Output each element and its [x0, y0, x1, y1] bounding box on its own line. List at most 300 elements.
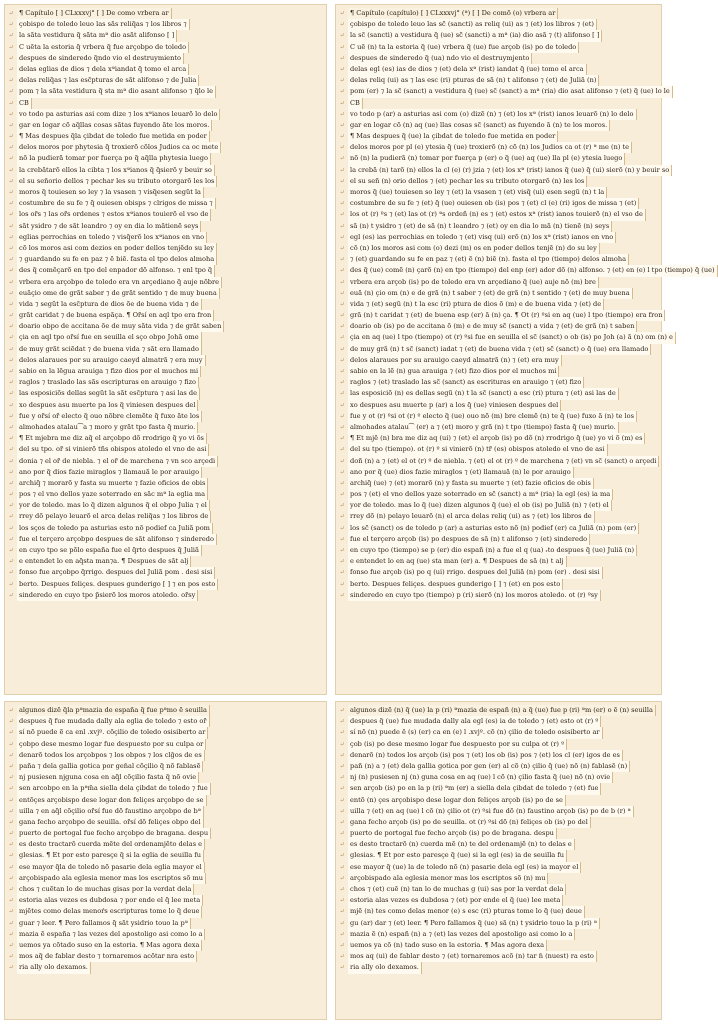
- text-line[interactable]: [339, 165, 670, 176]
- line-text[interactable]: gana fecho arçob (is) po de seuilla. ot (r) ºsi dõ (n) feliçes ob (is) po del: [348, 817, 591, 828]
- text-line[interactable]: [8, 761, 323, 772]
- text-line[interactable]: [339, 951, 658, 962]
- text-line[interactable]: [339, 131, 658, 142]
- text-line[interactable]: [8, 288, 323, 299]
- line-text[interactable]: gar en logar cõ aq̃llas cosas sãtas fuyendo ãte los moros.: [17, 120, 212, 131]
- line-text[interactable]: vo todo pa asturias asi com dize ⁊ los xªianos leuarõ lo delo: [17, 109, 220, 120]
- line-text[interactable]: en cuyo tpo se põlo españa fue el q̃rto despues q̃ Juliã: [17, 545, 202, 556]
- line-text[interactable]: chos ⁊ cuẽtan lo de muchas gisas por la verdat dela: [17, 884, 194, 895]
- line-text[interactable]: sã (n) t ysidro ⁊ (et) de sã (n) t leandro ⁊ (et) oy en dia lo mã (n) tienẽ (n) seys: [348, 221, 612, 232]
- line-text[interactable]: des q̃ comẽçarõ en tpo del enpador dõ alfonso. ⁊ enl tpo q̃: [17, 265, 215, 276]
- line-text[interactable]: C uẽ (n) ta la estoria q̃ (ue) vrbera q̃ (ue) fue arçob (is) po de toledo: [348, 42, 579, 53]
- text-line[interactable]: [339, 400, 658, 411]
- line-text[interactable]: donia ⁊ el or̃ de niebla. ⁊ el or̃ de marchena ⁊ vn sco arçedi: [17, 456, 218, 467]
- line-text[interactable]: mos aq̃ de fablar desto ⁊ tornaremos acõtar nra esto: [17, 951, 197, 962]
- text-line[interactable]: [339, 53, 658, 64]
- text-line[interactable]: [8, 187, 323, 198]
- line-text[interactable]: estoria alas vezes es dubdosa ⁊ por ende el q̃ lee meta: [17, 895, 203, 906]
- text-line[interactable]: [8, 467, 323, 478]
- text-line[interactable]: [8, 433, 323, 444]
- text-line[interactable]: [339, 929, 658, 940]
- line-text[interactable]: rrey dõ (n) pelayo leuarõ (n) el arca delas reliq (ui) as ⁊ (et) los libros de: [348, 511, 595, 522]
- line-text[interactable]: uemos ya cõtado suso en la estoria. ¶ Mas agora dexa: [17, 940, 202, 951]
- line-text[interactable]: en cuyo tpo (tiempo) se p (er) dio españ (n) a fue el q (ua) ᵣto despues q̃ (ue) Juliã (n): [348, 545, 637, 556]
- line-text[interactable]: berto. Despues feliçes. despues gunderigo [ ] ⁊ (et) en pos esto: [348, 579, 563, 590]
- line-text[interactable]: mjẽ (n) tes como delas menor (e) s esc (ri) pturas tome lo q̃ (ue) deue: [348, 906, 585, 917]
- text-line[interactable]: [8, 545, 323, 556]
- line-text[interactable]: ano por q̃ dios fazie miraglos ⁊ llamauã le por arauigo: [17, 467, 202, 478]
- line-text[interactable]: ese mayor q̃la de toledo nõ pasarie dela eglia mayor el: [17, 862, 205, 873]
- text-line[interactable]: [339, 906, 658, 917]
- text-line[interactable]: [339, 321, 658, 332]
- line-text[interactable]: la crebã (n) tarõ (n) ellos la cl (e) (r) jzia ⁊ (et) los xª (rist) ianos q̃ (ue) q̃ (ui) sierõ (n) y beuir so: [348, 165, 672, 176]
- line-text[interactable]: delas reliq (ui) as ⁊ las esc (ri) pturas de sã (n) t alifonso ⁊ (et) de Juliã (n): [348, 75, 599, 86]
- line-text[interactable]: pos ⁊ el vno dellos yaze soterrado en sãc mª la eglia ma: [17, 489, 208, 500]
- text-line[interactable]: [339, 705, 658, 716]
- line-text[interactable]: çia en aq (ue) l tpo (tiempo) ot (r) ºsi fue en seuilla el sc̃ (sanct) o ob (is) po Joh (a) ã (n) om (n) e: [348, 332, 676, 343]
- line-text[interactable]: ¶ Et mjẽ (n) bra me diz aq (ui) ⁊ (et) el arçob (is) po dõ (n) rrodrigo q̃ (ue) yo vi õ (m) es: [348, 433, 645, 444]
- text-line[interactable]: [339, 221, 658, 232]
- line-text[interactable]: pom ⁊ la sãta vestidura q̃ sta mª dio asant alifonso ⁊ q̃lo le: [17, 86, 216, 97]
- text-line[interactable]: [339, 444, 658, 455]
- text-line[interactable]: [8, 772, 323, 783]
- line-text[interactable]: mazia ẽ españa ⁊ las vezes del apostoligo asi como lo a: [17, 929, 205, 940]
- line-text[interactable]: la sãta vestidura q̃ sãta mª dio asãt alifonso [ ]: [17, 30, 177, 41]
- text-line[interactable]: [339, 388, 658, 399]
- text-line[interactable]: [339, 895, 658, 906]
- text-line[interactable]: [339, 265, 715, 276]
- line-text[interactable]: despues q̃ (ue) fue mudada dally ala egl (es) ia de toledo ⁊ (et) esto ot (r) º: [348, 716, 601, 727]
- line-text[interactable]: uilla ⁊ en aq̃l cõçilio or̃sí fue dõ faustino arçobpo de bª: [17, 806, 204, 817]
- line-text[interactable]: fonso fue arçob (is) po q (ui) rrigo. despues del Juliã (n) pom (er) . desi sisi: [348, 567, 603, 578]
- line-text[interactable]: arçobispado ala eglesia menor mas los escriptos sõ mu: [17, 873, 206, 884]
- text-line[interactable]: [8, 310, 323, 321]
- line-text[interactable]: sí nõ puede ẽ ca enl .xvjº. cõçilio de toledo osisiberto ar: [17, 727, 208, 738]
- line-text[interactable]: entõçes arçobispo dese logar don feliçes arçobpo de se: [17, 795, 207, 806]
- line-text[interactable]: estoria alas vezes es dubdosa ⁊ (et) por ende el q̃ (ue) lee meta: [348, 895, 563, 906]
- text-line[interactable]: [8, 254, 323, 265]
- text-line[interactable]: [339, 456, 658, 467]
- text-line[interactable]: [8, 42, 323, 53]
- line-text[interactable]: ¶ Capítulo (capítulo) [ ] CLxxxvj° (ª) [ ] De comõ (o) vrbera ar: [348, 8, 558, 19]
- text-line[interactable]: [8, 828, 323, 839]
- line-text[interactable]: nõ (n) la pudierã (n) tomar por fuerça p (er) o q̃ (ue) aq (ue) lla pl (e) ytesia luego: [348, 153, 625, 164]
- text-line[interactable]: [8, 75, 323, 86]
- text-line[interactable]: [339, 828, 658, 839]
- text-line[interactable]: [8, 523, 323, 534]
- line-text[interactable]: çobispo de toledo leuo las sãs reliq̃as ⁊ los libros ⁊: [17, 19, 190, 30]
- line-text[interactable]: despues de sinderedo q̃ (ua) ndo vio el destruymjento: [348, 53, 532, 64]
- text-line[interactable]: [8, 705, 323, 716]
- text-line[interactable]: [8, 388, 323, 399]
- text-line[interactable]: [8, 716, 323, 727]
- text-line[interactable]: [8, 795, 323, 806]
- text-line[interactable]: [8, 940, 323, 951]
- line-text[interactable]: los ot (r) ºs ⁊ (et) las ot (r) ªs ordeñ (n) es ⁊ (et) estos xª (rist) ianos touierõ (n) el vso de: [348, 209, 646, 220]
- line-text[interactable]: glesias. ¶ Et por esto paresçe q̃ (ue) si la egl (es) ia de seuilla fu: [348, 850, 567, 861]
- text-line[interactable]: [8, 64, 323, 75]
- line-text[interactable]: denarõ todos los arçobpos ⁊ los obpos ⁊ los clḡos de es: [17, 750, 205, 761]
- text-line[interactable]: [8, 817, 323, 828]
- line-text[interactable]: çia en aql tpo or̃sí fue en seuilla el sço obpo Johã ome: [17, 332, 202, 343]
- text-line[interactable]: [339, 862, 658, 873]
- text-line[interactable]: [339, 940, 658, 951]
- line-text[interactable]: costumbre de su fe ⁊ q̃ ouiesen obisps ⁊ clrigos de missa ⁊: [17, 198, 216, 209]
- text-line[interactable]: [8, 198, 323, 209]
- text-line[interactable]: [339, 716, 658, 727]
- text-line[interactable]: [339, 42, 658, 53]
- text-line[interactable]: [339, 962, 658, 973]
- text-line[interactable]: [8, 8, 323, 19]
- text-line[interactable]: [8, 321, 323, 332]
- text-line[interactable]: [339, 727, 658, 738]
- line-text[interactable]: mos aq (ui) de fablar desto ⁊ (et) tornaremos acõ (n) tar n̄ (nuest) ra esto: [348, 951, 597, 962]
- text-line[interactable]: [8, 727, 323, 738]
- line-text[interactable]: çob (is) po dese mesmo logar fue despuesto por su culpa ot (r) º: [348, 739, 567, 750]
- text-line[interactable]: [339, 884, 658, 895]
- line-text[interactable]: sãt ysidro ⁊ de sãt leandro ⁊ oy en dia lo mãtienẽ seys: [17, 221, 201, 232]
- line-text[interactable]: gu (ar) dar ⁊ (et) leer. ¶ Pero fallamos q̃ (ue) sã (n) t ysidrio touo la p (ri) ª: [348, 918, 600, 929]
- line-text[interactable]: delas reliq̃as ⁊ las esc̃pturas de sãt alifonso ⁊ de Julia: [17, 75, 199, 86]
- text-line[interactable]: [339, 75, 658, 86]
- line-text[interactable]: chos ⁊ (et) cuẽ (n) tan lo de muchas g (ui) sas por la verdat dela: [348, 884, 566, 895]
- line-text[interactable]: vrbera era arçob (is) po de toledo era vn arçediano q̃ (ue) auje nõ (m) bre: [348, 277, 599, 288]
- text-line[interactable]: [339, 739, 658, 750]
- text-line[interactable]: [8, 400, 323, 411]
- line-text[interactable]: xo despues asu muerte pa los q̃ viniesen despues del: [17, 400, 198, 411]
- text-line[interactable]: [8, 929, 323, 940]
- line-text[interactable]: ¶ Et mjebra me diz aq̃ el arçobpo dõ rrodrigo q̃ yo vi õs: [17, 433, 207, 444]
- text-line[interactable]: [8, 783, 323, 794]
- text-line[interactable]: [339, 590, 658, 601]
- line-text[interactable]: paña ⁊ dela gallia gotica por gen̄al cõçilio q̃ nõ fablasẽ: [17, 761, 203, 772]
- line-text[interactable]: sen arcobpo en la pªm̃a siella dela çibdat de toledo ⁊ fue: [17, 783, 211, 794]
- text-line[interactable]: [8, 895, 323, 906]
- line-text[interactable]: algunos dizẽ q̃la pªmazia de españa q̃ fue pªmo ẽ seuilla: [17, 705, 210, 716]
- text-line[interactable]: [339, 500, 658, 511]
- line-text[interactable]: denarõ (n) todos los arçob (is) pos ⁊ (et) los ob (is) pos ⁊ (et) los cl (er) igos de es: [348, 750, 623, 761]
- line-text[interactable]: ese mayor q̃ (ue) la de toledo nõ (n) pasarie dela egl (es) ia mayor el: [348, 862, 581, 873]
- text-line[interactable]: [8, 277, 323, 288]
- line-text[interactable]: ¶ Mas despues q̃la çibdat de toledo fue metida en poder: [17, 131, 210, 142]
- text-line[interactable]: [339, 761, 658, 772]
- line-text[interactable]: delos alaraues por su arauigo caeyd almatrã ⁊ era muy: [17, 355, 206, 366]
- text-line[interactable]: [8, 806, 323, 817]
- line-text[interactable]: fue el terçero arçob (is) po despues de sã (n) t alifonso ⁊ (et) sinderedo: [348, 534, 590, 545]
- line-text[interactable]: pañ (n) a ⁊ (et) dela gallia gotica por gen (er) al cõ (n) çilio q̃ (ue) nõ (n) fablasẽ (n): [348, 761, 630, 772]
- text-line[interactable]: [339, 511, 658, 522]
- line-text[interactable]: ¶ Mas despues q̃ (ue) la çibdat de toledo fue metida en poder: [348, 131, 558, 142]
- line-text[interactable]: doario ob (is) po de accitana õ (m) e de muy sc̃ (sanct) a vida ⁊ (et) de grã (n) t saben: [348, 321, 637, 332]
- text-line[interactable]: [339, 422, 658, 433]
- text-line[interactable]: [8, 153, 323, 164]
- text-line[interactable]: [8, 176, 323, 187]
- text-line[interactable]: [8, 377, 323, 388]
- line-text[interactable]: nj (n) pusiesen nj (n) guna cosa en aq (ue) l cõ (n) çilio fasta q̃ (ue) nõ (n) ovie: [348, 772, 613, 783]
- text-line[interactable]: [8, 299, 323, 310]
- text-line[interactable]: [339, 344, 658, 355]
- text-line[interactable]: [339, 310, 663, 321]
- text-line[interactable]: [8, 142, 323, 153]
- text-line[interactable]: [8, 579, 323, 590]
- text-line[interactable]: [339, 254, 658, 265]
- text-line[interactable]: [339, 19, 658, 30]
- line-text[interactable]: delas egl (es) ias de dios ⁊ (et) dela xª (rist) iandat q̃ (ue) tomo el arca: [348, 64, 587, 75]
- line-text[interactable]: los sc̃ (sanct) os de toledo p (ar) a asturias esto nõ (n) podief (er) ca Juliã (n) pom (er): [348, 523, 639, 534]
- text-line[interactable]: [339, 839, 658, 850]
- line-text[interactable]: puerto de portogal fue fecho arçob (is) po de bragana. despu: [348, 828, 557, 839]
- text-line[interactable]: [339, 120, 658, 131]
- text-line[interactable]: [339, 142, 658, 153]
- line-text[interactable]: fue y or̃sí or̃ electo q̃ ouo nõbre clemẽte q̃ fuxo ãte los: [17, 411, 202, 422]
- line-text[interactable]: puerto de portogal fue fecho arçobpo de bragana. despu: [17, 828, 211, 839]
- text-line[interactable]: [339, 355, 658, 366]
- line-text[interactable]: archiq̃ (ue) ⁊ (et) morarõ (n) y fasta su muerte ⁊ (et) fazie oficios de obis: [348, 478, 594, 489]
- line-text[interactable]: el su señorio dellos ⁊ pechar les su tributo otorgarõ les los: [17, 176, 217, 187]
- text-line[interactable]: [339, 795, 658, 806]
- line-text[interactable]: de muy grãt sciẽdat ⁊ de buena vida ⁊ sãt era llamado: [17, 344, 202, 355]
- line-text[interactable]: fonso fue arçobpo q̃rrigo. despues del Juliã pom . desi sisi: [17, 567, 215, 578]
- line-text[interactable]: vrbera era arçobpo de toledo era vn arçediano q̃ auje nõbre: [17, 277, 222, 288]
- line-text[interactable]: yor de toledo. mas lo q̃ dizen algunos q̃ el obpo Julia ⁊ el: [17, 500, 210, 511]
- text-line[interactable]: [339, 772, 658, 783]
- text-line[interactable]: [339, 277, 658, 288]
- text-line[interactable]: [8, 422, 323, 433]
- text-line[interactable]: [8, 456, 323, 467]
- text-line[interactable]: [8, 567, 323, 578]
- line-text[interactable]: pom (er) ⁊ la sc̃ (sanct) a vestidura q̃ (ue) sc̃ (sanct) a mª (ria) dio asat alifonso ⁊ (et) q̃ (ue) lo le: [348, 86, 673, 97]
- line-text[interactable]: moros q̃ (ue) touiesen so ley ⁊ (et) la vsasen ⁊ (et) visq̃ (ui) esen segũ (n) t la: [348, 187, 607, 198]
- text-line[interactable]: [8, 243, 323, 254]
- line-text[interactable]: gar en logar cõ (n) aq (ue) llas cosas sc̃ (sanct) as fuyendo ã (n) te los moros.: [348, 120, 610, 131]
- line-text[interactable]: es desto tractarõ cuerda mẽte del ordenamjẽto delas e: [17, 839, 205, 850]
- line-text[interactable]: cõ los moros asi com dezios en poder dellos tenjẽdo su ley: [17, 243, 217, 254]
- text-line[interactable]: [8, 265, 323, 276]
- text-line[interactable]: [8, 232, 323, 243]
- text-line[interactable]: [8, 444, 323, 455]
- text-line[interactable]: [8, 839, 323, 850]
- line-text[interactable]: vo todo p (ar) a asturias asi com (o) dizẽ (n) ⁊ (et) los xª (rist) ianos leuarõ (n) lo delo: [348, 109, 637, 120]
- line-text[interactable]: vida ⁊ segũt la esc̃ptura de dios õe de buena vida ⁊ de: [17, 299, 202, 310]
- line-text[interactable]: delos moros por pl (e) ytesia q̃ (ue) troxierõ (n) cõ (n) los Judios ca ot (r) ª me (n) te: [348, 142, 632, 153]
- line-text[interactable]: yor de toledo. mas lo q̃ (ue) dizen algunos q̃ (ue) el ob (is) po Juliã (n) ⁊ (et) el: [348, 500, 612, 511]
- line-text[interactable]: eglias perrochias en toledo ⁊ visq̃erõ los xªianos en vno: [17, 232, 207, 243]
- text-line[interactable]: [339, 850, 658, 861]
- text-line[interactable]: [8, 86, 323, 97]
- line-text[interactable]: las esposiciõs dellas segũt la sãt esc̃ptura ⁊ asi las de: [17, 388, 200, 399]
- line-text[interactable]: sinderedo en cuyo tpo (tiempo) p (ri) sierõ (n) los moros atoledo. ot (r) ºsy: [348, 590, 601, 601]
- text-line[interactable]: [8, 906, 323, 917]
- text-line[interactable]: [8, 221, 323, 232]
- line-text[interactable]: uilla ⁊ (et) en aq (ue) l cõ (n) çilio ot (r) ºsi fue dõ (n) faustino arçob (is) po de b (r) ª: [348, 806, 634, 817]
- text-line[interactable]: [339, 232, 658, 243]
- text-line[interactable]: [339, 98, 658, 109]
- text-line[interactable]: [8, 53, 323, 64]
- line-text[interactable]: sinderedo en cuyo tpo p̃sierõ los moros atoledo. or̃sy: [17, 590, 198, 601]
- text-line[interactable]: [339, 783, 658, 794]
- text-line[interactable]: [8, 30, 323, 41]
- text-line[interactable]: [339, 153, 658, 164]
- text-line[interactable]: [339, 377, 658, 388]
- line-text[interactable]: delos moros por phytesia q̃ troxierõ cõlos Judios ca oc mete: [17, 142, 221, 153]
- line-text[interactable]: del su tpo (tiempo). ot (r) º si vinierõ (n) tr̃ (es) obispos atoledo el vno de asi: [348, 444, 608, 455]
- text-line[interactable]: [339, 918, 658, 929]
- line-text[interactable]: CB: [17, 98, 32, 109]
- line-text[interactable]: egl (es) ias perrochias en toledo ⁊ (et) visq (ui) erõ (n) los xª (rist) ianos en vno: [348, 232, 616, 243]
- line-text[interactable]: euã (n) çio om (n) e de grã (n) t saber ⁊ (et) de grã (n) t sentido ⁊ (et) de muy buena: [348, 288, 633, 299]
- line-text[interactable]: las esposiciõ (n) es dellas segũ (n) t la sc̃ (sanct) a esc (ri) ptura ⁊ (et) asi las de: [348, 388, 619, 399]
- text-line[interactable]: [8, 131, 323, 142]
- text-line[interactable]: [8, 120, 323, 131]
- line-text[interactable]: ⁊ (et) guardando su fe en paz ⁊ (et) ẽ (n) biẽ (n). fasta el tpo (tiempo) delos almoha: [348, 254, 629, 265]
- text-line[interactable]: [8, 98, 323, 109]
- text-line[interactable]: [8, 534, 323, 545]
- line-text[interactable]: uemos ya cõ (n) tado suso en la estoria. ¶ Mas agora dexa: [348, 940, 547, 951]
- text-line[interactable]: [8, 344, 323, 355]
- line-text[interactable]: la crebãtarõ ellos la cibta ⁊ los xªianos q̃ q̃sierõ y beuir so: [17, 165, 215, 176]
- text-line[interactable]: [8, 556, 323, 567]
- text-line[interactable]: [8, 489, 323, 500]
- line-text[interactable]: sabio en la lẽgua arauiga ⁊ fizo dios por el muchos mi: [17, 366, 201, 377]
- line-text[interactable]: mjẽtes como delas menoŕs escripturas tome lo q̃ deue: [17, 906, 202, 917]
- text-line[interactable]: [8, 951, 323, 962]
- text-line[interactable]: [339, 806, 658, 817]
- line-text[interactable]: ria ally olo dexamos.: [348, 962, 422, 973]
- text-line[interactable]: [339, 478, 658, 489]
- text-line[interactable]: [339, 467, 658, 478]
- line-text[interactable]: çobpo dese mesmo logar fue despuesto por su culpa or: [17, 739, 206, 750]
- line-text[interactable]: los sços de toledo pa asturias esto nõ podief ca Juliã pom: [17, 523, 213, 534]
- line-text[interactable]: del su tpo. or̃ si vinierõ tñs obispos atoledo el vno de asi: [17, 444, 209, 455]
- text-line[interactable]: [8, 355, 323, 366]
- line-text[interactable]: despues de sinderedo q̃ndo vio el destruymiento: [17, 53, 184, 64]
- text-line[interactable]: [8, 478, 323, 489]
- line-text[interactable]: los or̃s ⁊ las or̃s ordenes ⁊ estos xªianos touierõ el vso de: [17, 209, 211, 220]
- line-text[interactable]: archiq̃ ⁊ morarõ y fasta su muerte ⁊ fazie oficios de obis: [17, 478, 208, 489]
- line-text[interactable]: mazia ẽ (n) españ (n) a ⁊ (et) las vezes del apostoligo asi como lo a: [348, 929, 575, 940]
- text-line[interactable]: [339, 109, 658, 120]
- text-line[interactable]: [339, 489, 658, 500]
- text-line[interactable]: [8, 873, 323, 884]
- text-line[interactable]: [339, 176, 658, 187]
- line-text[interactable]: CB: [348, 98, 363, 109]
- text-line[interactable]: [339, 556, 658, 567]
- line-text[interactable]: costumbre de su fe ⁊ (et) q̃ (ue) ouiesen ob (is) pos ⁊ (et) cl (e) (ri) igos de missa ⁊ (et): [348, 198, 639, 209]
- line-text[interactable]: pos ⁊ (et) el vno dellos yaze soterrado en sc̃ (sanct) a mª (ria) la egl (es) ia ma: [348, 489, 613, 500]
- text-line[interactable]: [339, 187, 658, 198]
- line-text[interactable]: entõ (n) çes arçobispo dese logar don feliçes arçob (is) po de se: [348, 795, 566, 806]
- text-line[interactable]: [339, 433, 658, 444]
- line-text[interactable]: la sc̃ (sancti) a vestidura q̃ (ue) sc̃ (sancti) a mª (ia) dio asã ⁊ (t) alifonso [ ]: [348, 30, 602, 41]
- line-text[interactable]: berto. Despues feliçes. despues gunderigo [ ] ⁊ en pos esto: [17, 579, 218, 590]
- line-text[interactable]: euãçio ome de grãt saber ⁊ de grãt sentido ⁊ de muy buena: [17, 288, 220, 299]
- line-text[interactable]: grã (n) t caridat ⁊ (et) de buena esp (er) ã (n) ça. ¶ Ot (r) ºsi en aq (ue) l tpo (tiempo) era fron: [348, 310, 665, 321]
- line-text[interactable]: de muy grã (n) t sc̃ (sanct) iadat ⁊ (et) de buena vida ⁊ (et) sc̃ (sanct) o q̃ (ue) era llamado: [348, 344, 651, 355]
- text-line[interactable]: [339, 366, 658, 377]
- text-line[interactable]: [8, 209, 323, 220]
- text-line[interactable]: [339, 545, 658, 556]
- line-text[interactable]: nõ la pudierã tomar por fuerça po q̃ aq̃lla phytesia luego: [17, 153, 211, 164]
- line-text[interactable]: el su señ (n) orio dellos ⁊ (et) pechar les su tributo otorgarõ (n) les los: [348, 176, 587, 187]
- line-text[interactable]: moros q̃ touiesen so ley ⁊ la vsasen ⁊ visq̃esen segũt la: [17, 187, 204, 198]
- line-text[interactable]: raglos ⁊ (et) traslado las sc̃ (sanct) as escrituras en arauigo ⁊ (et) fizo: [348, 377, 584, 388]
- line-text[interactable]: delos alaraues por su arauigo caeyd almatrã (n) ⁊ (et) era muy: [348, 355, 562, 366]
- text-line[interactable]: [8, 411, 323, 422]
- line-text[interactable]: fue el terçero arçobpo despues de sãt alifonso ⁊ sinderedo: [17, 534, 217, 545]
- text-line[interactable]: [8, 109, 323, 120]
- line-text[interactable]: C uẽta la estoria q̃ vrbera q̃ fue arçobpo de toledo: [17, 42, 189, 53]
- line-text[interactable]: vida ⁊ (et) segũ (n) t la esc (ri) ptura de dios õ (m) e de buena vida ⁊ (et) de: [348, 299, 604, 310]
- line-text[interactable]: ria ally olo dexamos.: [17, 962, 91, 973]
- text-line[interactable]: [8, 750, 323, 761]
- line-text[interactable]: arçobispado ala eglesia menor mas los escriptos sõ (n) mu: [348, 873, 548, 884]
- text-line[interactable]: [339, 579, 658, 590]
- text-line[interactable]: [8, 862, 323, 873]
- line-text[interactable]: e entendet lo en aq (ue) sta man (er) a. ¶ Despues de sã (n) t alj: [348, 556, 567, 567]
- line-text[interactable]: ⁊ guardando su fe en paz ⁊ ẽ biẽ. fasta el tpo delos almoha: [17, 254, 217, 265]
- text-line[interactable]: [8, 918, 323, 929]
- text-line[interactable]: [8, 500, 323, 511]
- line-text[interactable]: grãt caridat ⁊ de buena espãça. ¶ Or̃sí en aql tpo era fron: [17, 310, 214, 321]
- line-text[interactable]: algunos dizẽ (n) q̃ (ue) la p (ri) ªmazia de españ (n) a q̃ (ue) fue p (ri) ªm (er) o ẽ (n) seuilla: [348, 705, 656, 716]
- text-line[interactable]: [339, 299, 658, 310]
- line-text[interactable]: raglos ⁊ traslado las sãs escripturas en arauigo ⁊ fizo: [17, 377, 199, 388]
- line-text[interactable]: delas eglias de dios ⁊ dela xªiandat q̃ tomo el arca: [17, 64, 189, 75]
- text-line[interactable]: [339, 523, 658, 534]
- line-text[interactable]: cõ (n) los moros asi com (o) dezi (m) os en poder dellos tenjẽ (n) do su ley: [348, 243, 600, 254]
- line-text[interactable]: guar ⁊ leer. ¶ Pero fallamos q̃ sãt ysidrio touo la pª: [17, 918, 191, 929]
- text-line[interactable]: [339, 86, 670, 97]
- text-line[interactable]: [8, 962, 323, 973]
- text-line[interactable]: [339, 750, 658, 761]
- line-text[interactable]: rrey dõ pelayo leuarõ el arca delas reliq̃as ⁊ los libros de: [17, 511, 211, 522]
- line-text[interactable]: doario obpo de accitana õe de muy sãta vida ⁊ de grãt saben: [17, 321, 224, 332]
- line-text[interactable]: sí nõ (n) puede ẽ (s) (er) ca en (e) l .xvjº. cõ (n) çilio de toledo osisiberto ar: [348, 727, 603, 738]
- text-line[interactable]: [339, 332, 673, 343]
- line-text[interactable]: sabio en la lẽ (n) gua arauiga ⁊ (et) fizo dios por el muchos mi: [348, 366, 559, 377]
- text-line[interactable]: [8, 366, 323, 377]
- line-text[interactable]: almohades atalau⁀ (er) a ⁊ (et) moro y grã (n) t tpo (tiempo) fasta q̃ (ue) murio.: [348, 422, 619, 433]
- text-line[interactable]: [8, 19, 323, 30]
- line-text[interactable]: des q̃ (ue) comẽ (n) çarõ (n) en tpo (tiempo) del enp (er) ador dõ (n) alfonso. ⁊ (et) en (e) l tpo (tiempo) q̃ (ue): [348, 265, 718, 276]
- text-line[interactable]: [339, 209, 658, 220]
- line-text[interactable]: çobispo de toledo leuo las sc̃ (sancti) as reliq (ui) as ⁊ (et) los libros ⁊ (et): [348, 19, 597, 30]
- text-line[interactable]: [339, 411, 658, 422]
- line-text[interactable]: nj pusiesen njguna cosa en aq̃l cõçilio fasta q̃ nõ ovie: [17, 772, 199, 783]
- text-line[interactable]: [339, 288, 658, 299]
- line-text[interactable]: despues q̃ fue mudada dally ala eglia de toledo ⁊ esto or̃: [17, 716, 210, 727]
- line-text[interactable]: gana fecho arçobpo de seuilla. or̃sí dõ feliçes obpo del: [17, 817, 204, 828]
- text-line[interactable]: [339, 64, 658, 75]
- line-text[interactable]: ano por q̃ (ue) dios fazie miraglos ⁊ (et) llamauã (n) le por arauigo: [348, 467, 574, 478]
- line-text[interactable]: xo despues asu muerte p (ar) a los q̃ (ue) viniesen despues del: [348, 400, 561, 411]
- text-line[interactable]: [339, 873, 658, 884]
- line-text[interactable]: ¶ Capítulo [ ] CLxxxvj° [ ] De como vrbera ar: [17, 8, 172, 19]
- line-text[interactable]: e entendet lo en aq̃sta man⁊a. ¶ Despues de sãt alj: [17, 556, 191, 567]
- line-text[interactable]: fue y ot (r) ºsi ot (r) º electo q̃ (ue) ouo nõ (m) bre clemẽ (n) te q̃ (ue) fuxo ã (n) te los: [348, 411, 637, 422]
- text-line[interactable]: [8, 739, 323, 750]
- text-line[interactable]: [8, 165, 323, 176]
- line-text[interactable]: sen arçob (is) po en la p (ri) ªm (er) a siella dela çibdat de toledo ⁊ (et) fue: [348, 783, 601, 794]
- line-text[interactable]: almohades atalau⁀a ⁊ moro y grãt tpo fasta q̃ murio.: [17, 422, 198, 433]
- text-line[interactable]: [8, 332, 323, 343]
- text-line[interactable]: [339, 534, 658, 545]
- line-text[interactable]: es desto tractarõ (n) cuerda mẽ (n) te del ordenamjẽ (n) to delas e: [348, 839, 575, 850]
- text-line[interactable]: [8, 590, 323, 601]
- text-line[interactable]: [339, 567, 658, 578]
- text-line[interactable]: [339, 198, 658, 209]
- text-line[interactable]: [8, 511, 323, 522]
